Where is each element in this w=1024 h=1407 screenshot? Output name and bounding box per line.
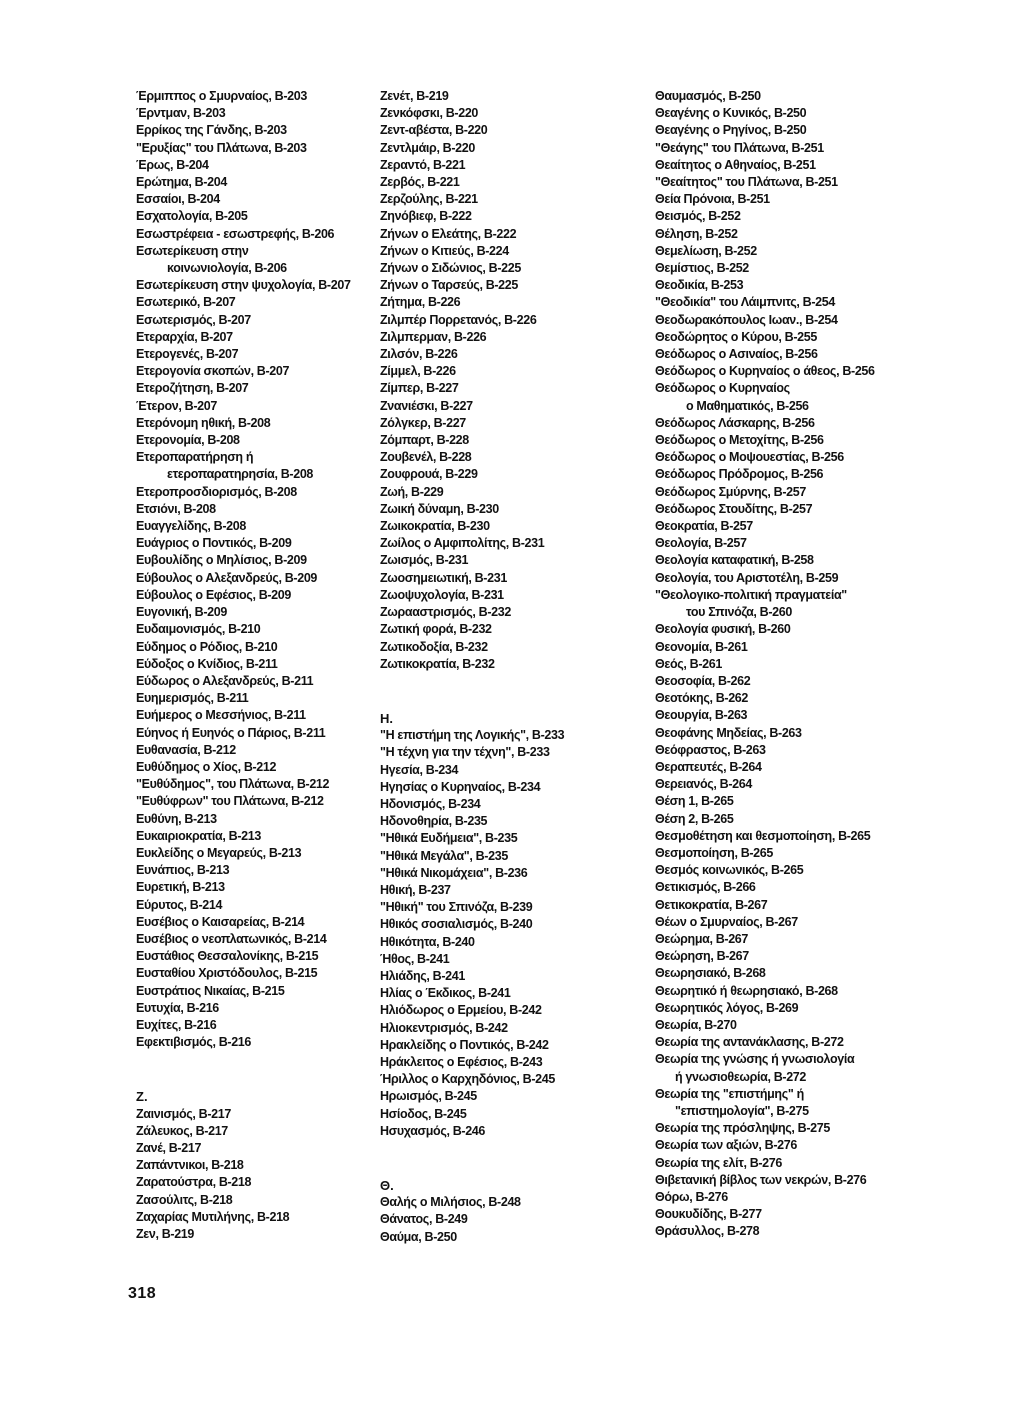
index-entry: Θεσμοποίηση, Β-265 [655,845,773,860]
section-gap [380,673,630,710]
index-entry: Ζάλευκος, Β-217 [136,1123,228,1138]
index-entry: Ήριλλος ο Καρχηδόνιος, Β-245 [380,1072,555,1087]
index-entry: "Ερυξίας" του Πλάτωνα, Β-203 [136,140,307,155]
index-entry: Έρντμαν, Β-203 [136,106,226,121]
index-entry: Εσωτερικό, Β-207 [136,295,236,310]
index-column-2 [380,88,630,1246]
index-entry: Ηγησίας ο Κυρηναίος, Β-234 [380,779,541,794]
index-entry: Ερώτημα, Β-204 [136,175,227,190]
index-entry: Ζωικοκρατία, Β-230 [380,519,490,534]
index-entry: Ζωική δύναμη, Β-230 [380,501,499,516]
index-entry: Ευχίτες, Β-216 [136,1017,217,1032]
index-entry: Θάνατος, Β-249 [380,1212,468,1227]
index-entry: Ζουβενέλ, Β-228 [380,450,472,465]
index-entry: "Ηθικά Μεγάλα", Β-235 [380,848,508,863]
index-entry: Ζνανιέσκι, Β-227 [380,398,473,413]
index-entry: Ζεραντό, Β-221 [380,157,466,172]
index-entry: Ζωοψυχολογία, Β-231 [380,587,504,602]
section-letter-heading: Η. [380,710,393,726]
index-entry: Ευτυχία, Β-216 [136,1000,219,1015]
index-entry: "Θεαίτητος" του Πλάτωνα, Β-251 [655,175,838,190]
index-entry: Ζήνων ο Ελεάτης, Β-222 [380,226,517,241]
index-entry: Ηράκλειτος ο Εφέσιος, Β-243 [380,1054,543,1069]
index-entry: Θεώρηση, Β-267 [655,949,749,964]
index-entry: Εσσαίοι, Β-204 [136,192,220,207]
index-entry: Εύηνος ή Ευηνός ο Πάριος, Β-211 [136,725,326,740]
index-entry: Έρως, Β-204 [136,157,209,172]
index-entry: Ευήμερος ο Μεσσήνιος, Β-211 [136,708,306,723]
index-entry: Ετερογενές, Β-207 [136,347,239,362]
index-entry: Θεωρία της "επιστήμης" ή [655,1086,804,1101]
index-entry: Θράσυλλος, Β-278 [655,1224,760,1239]
index-entry: Θεία Πρόνοια, Β-251 [655,192,770,207]
index-entry: Εσχατολογία, Β-205 [136,209,248,224]
index-entry: Θεόδωρος ο Μετοχίτης, Β-256 [655,433,824,448]
section-gap [136,1051,386,1088]
index-entry: Ετεροζήτηση, Β-207 [136,381,249,396]
index-entry: κοινωνιολογία, Β-206 [167,261,287,276]
index-entry: Ευδαιμονισμός, Β-210 [136,622,261,637]
index-entry: ετεροπαρατηρησία, Β-208 [167,467,314,482]
index-entry: Ζεν, Β-219 [136,1227,195,1241]
index-entry: Ζίμπερ, Β-227 [380,381,459,396]
index-entry: Ζήνων ο Ταρσεύς, Β-225 [380,278,518,293]
index-entry: Ζανέ, Β-217 [136,1140,202,1155]
index-entry: Ηδονισμός, Β-234 [380,796,481,811]
index-entry: "Θεολογικο-πολιτική πραγματεία" [655,587,847,602]
index-entry: "Ηθική" του Σπινόζα, Β-239 [380,900,533,915]
index-entry: ή γνωσιοθεωρία, Β-272 [675,1069,807,1084]
index-entry: Θεολογία, του Αριστοτέλη, Β-259 [655,570,839,585]
index-entry: Ευθύδημος ο Χίος, Β-212 [136,759,277,774]
index-entry: Ζιλμπερμαν, Β-226 [380,329,487,344]
index-entry: Ζαπάντνικοι, Β-218 [136,1158,244,1173]
index-entry: Θεωρησιακό, Β-268 [655,966,766,981]
index-entry: Θεός, Β-261 [655,656,722,671]
index-entry: Ζωτικοκρατία, Β-232 [380,656,495,671]
index-entry: Θεόδωρος Λάσκαρης, Β-256 [655,415,815,430]
index-entry: Ευημερισμός, Β-211 [136,691,249,706]
index-entry: Ζίμμελ, Β-226 [380,364,456,379]
index-entry: Θέση 2, Β-265 [655,811,734,826]
index-entry: Ευκλείδης ο Μεγαρεύς, Β-213 [136,845,302,860]
index-entry: Ζαινισμός, Β-217 [136,1106,231,1121]
index-entry: Ευαγγελίδης, Β-208 [136,519,246,534]
index-entry: "επιστημολογία", Β-275 [675,1103,809,1118]
index-entry: Θεωρία της αντανάκλασης, Β-272 [655,1035,844,1050]
index-entry: Ζόλγκερ, Β-227 [380,415,466,430]
index-entry: Θόρω, Β-276 [655,1190,728,1204]
index-entry: Ευρετική, Β-213 [136,880,225,895]
index-entry: Ευθανασία, Β-212 [136,742,236,757]
index-entry: Θουκυδίδης, Β-277 [655,1207,762,1222]
index-entry: Θέων ο Σμυρναίος, Β-267 [655,914,798,929]
index-entry: Ήθος, Β-241 [380,951,450,966]
index-entry: Ηρωισμός, Β-245 [380,1089,477,1104]
index-entry: Θέση 1, Β-265 [655,794,734,809]
index-entry: Ζωισμός, Β-231 [380,553,469,568]
index-entry: Ζεντλμάιρ, Β-220 [380,140,475,155]
index-entry: Θεόδωρος Σμύρνης, Β-257 [655,484,806,499]
index-entry: Θεμελίωση, Β-252 [655,243,757,258]
index-entry: Θεοφάνης Μηδείας, Β-263 [655,725,802,740]
index-entry: Θαυμασμός, Β-250 [655,89,761,103]
index-entry: Ετεροπροσδιορισμός, Β-208 [136,484,297,499]
index-entry: Ηθική, Β-237 [380,882,451,897]
index-entry: Θεόδωρος ο Μοψουεστίας, Β-256 [655,450,844,465]
index-entry: "Θεοδικία" του Λάιμπνιτς, Β-254 [655,295,835,310]
section-letter-heading: Θ. [380,1177,394,1193]
index-entry: Έρμιππος ο Σμυρναίος, Β-203 [136,89,307,103]
index-entry: Θεραπευτές, Β-264 [655,759,762,774]
index-entry: Ζερζούλης, Β-221 [380,192,478,207]
index-entry: Ζωρααστρισμός, Β-232 [380,605,511,620]
index-entry: Ετεραρχία, Β-207 [136,329,233,344]
index-entry: Ηλιοκεντρισμός, Β-242 [380,1020,508,1035]
index-entry: Θεωρία των αξιών, Β-276 [655,1138,797,1153]
index-entry: Ζουφρουά, Β-229 [380,467,478,482]
index-entry: Θεόδωρος ο Κυρηναίος ο άθεος, Β-256 [655,364,875,379]
index-entry: Θεολογία φυσική, Β-260 [655,622,791,637]
index-entry: Θεοκρατία, Β-257 [655,519,753,534]
index-entry: Ζιλμπέρ Πορρετανός, Β-226 [380,312,537,327]
index-entry: Θεμίστιος, Β-252 [655,261,749,276]
index-entry: Ευκαιριοκρατία, Β-213 [136,828,261,843]
index-entry: Θεοδικία, Β-253 [655,278,744,293]
index-entry: Ετερονομία, Β-208 [136,433,240,448]
index-entry: Εύρυτος, Β-214 [136,897,223,912]
index-entry: Ευάγριος ο Ποντικός, Β-209 [136,536,292,551]
index-entry: Θεωρία, Β-270 [655,1017,737,1032]
index-entry: Ζωτικοδοξία, Β-232 [380,639,488,654]
index-entry: Θεσμοθέτηση και θεσμοποίηση, Β-265 [655,828,871,843]
index-entry: Ζενκόφσκι, Β-220 [380,106,479,121]
index-entry: Ευσέβιος ο Καισαρείας, Β-214 [136,914,305,929]
index-entry: Ηγεσία, Β-234 [380,762,459,777]
index-entry: Θεαίτητος ο Αθηναίος, Β-251 [655,157,816,172]
index-entry: Ζόμπαρτ, Β-228 [380,433,469,448]
index-entry: Θεώρημα, Β-267 [655,931,749,946]
index-entry: Εσωτερίκευση στην [136,243,249,258]
index-entry: Ευσταθίου Χριστόδουλος, Β-215 [136,966,318,981]
index-entry: Θεοτόκης, Β-262 [655,691,749,706]
index-entry: Θεόδωρος ο Κυρηναίος [655,381,790,396]
index-entry: Ζωίλος ο Αμφιπολίτης, Β-231 [380,536,545,551]
index-entry: Ηλίας ο Έκδικος, Β-241 [380,986,511,1001]
index-entry: του Σπινόζα, Β-260 [686,605,792,620]
index-entry: Ζενέτ, Β-219 [380,89,449,103]
index-entry: Ζαρατούστρα, Β-218 [136,1175,252,1190]
index-entry: Θεόφραστος, Β-263 [655,742,766,757]
index-entry: Θεωρία της ελίτ, Β-276 [655,1155,782,1170]
page-number: 318 [128,1285,157,1302]
index-entry: Θεωρία της πρόσληψης, Β-275 [655,1121,830,1136]
index-entry: Ευστάθιος Θεσσαλονίκης, Β-215 [136,949,319,964]
index-entry: Ευστράτιος Νικαίας, Β-215 [136,983,285,998]
index-entry: Θεουργία, Β-263 [655,708,748,723]
index-entry: Ηλιάδης, Β-241 [380,968,465,983]
index-entry: Ησίοδος, Β-245 [380,1106,467,1121]
index-entry: Θεοδωρακόπουλος Ιωαν., Β-254 [655,312,838,327]
section-gap [380,1140,630,1177]
index-entry: Θεαγένης ο Κυνικός, Β-250 [655,106,807,121]
index-entry: Εύβουλος ο Εφέσιος, Β-209 [136,587,291,602]
index-entry: ο Μαθηματικός, Β-256 [686,398,809,413]
index-column-3 [655,88,995,1241]
index-entry: "Ευθύδημος", του Πλάτωνα, Β-212 [136,777,330,792]
index-entry: Ευβουλίδης ο Μηλίσιος, Β-209 [136,553,307,568]
index-entry: Εύδοξος ο Κνίδιος, Β-211 [136,656,278,671]
index-entry: Θεολογία καταφατική, Β-258 [655,553,814,568]
index-entry: "Η επιστήμη της Λογικής", Β-233 [380,728,565,743]
index-entry: Ετερογονία σκοπών, Β-207 [136,364,290,379]
index-entry: Θεωρητικό ή θεωρησιακό, Β-268 [655,983,838,998]
index-entry: Εσωτερίκευση στην ψυχολογία, Β-207 [136,278,351,293]
index-entry: Ετσιόνι, Β-208 [136,501,216,516]
index-entry: Ησυχασμός, Β-246 [380,1123,486,1138]
index-entry: Θεόδωρος ο Ασιναίος, Β-256 [655,347,818,362]
index-entry: "Ηθικά Νικομάχεια", Β-236 [380,865,528,880]
index-entry: Θεόδωρος Στουδίτης, Β-257 [655,501,813,516]
index-entry: Θεοσοφία, Β-262 [655,673,751,688]
index-entry: "Ηθικά Ευδήμεια", Β-235 [380,831,518,846]
index-entry: Θετικισμός, Β-266 [655,880,756,895]
index-entry: Ζηνόβιεφ, Β-222 [380,209,472,224]
index-entry: Ζασούλιτς, Β-218 [136,1192,233,1207]
index-entry: Ζιλσόν, Β-226 [380,347,458,362]
index-entry: Ζαχαρίας Μυτιλήνης, Β-218 [136,1209,290,1224]
index-entry: "Ευθύφρων" του Πλάτωνα, Β-212 [136,794,324,809]
index-entry: Ετεροπαρατήρηση ή [136,450,254,465]
index-entry: Θεονομία, Β-261 [655,639,748,654]
index-entry: Εσωστρέφεια - εσωστρεφής, Β-206 [136,226,335,241]
index-column-1 [136,88,386,1243]
index-entry: Ηθικότητα, Β-240 [380,934,475,949]
index-entry: Ετερόνομη ηθική, Β-208 [136,415,271,430]
index-entry: Θιβετανική βίβλος των νεκρών, Β-276 [655,1172,867,1187]
index-entry: Θεωρητικός λόγος, Β-269 [655,1000,799,1015]
index-entry: Θέληση, Β-252 [655,226,738,241]
index-entry: Θαλής ο Μιλήσιος, Β-248 [380,1195,521,1210]
index-entry: Ευθύνη, Β-213 [136,811,217,826]
index-entry: Ηδονοθηρία, Β-235 [380,814,488,829]
index-entry: Ηθικός σοσιαλισμός, Β-240 [380,917,533,932]
index-entry: Ερρίκος της Γάνδης, Β-203 [136,123,287,138]
index-entry: Ευνάπιος, Β-213 [136,863,230,878]
index-entry: Ηρακλείδης ο Ποντικός, Β-242 [380,1037,549,1052]
index-entry: Θεολογία, Β-257 [655,536,747,551]
index-entry: Θεισμός, Β-252 [655,209,741,224]
index-entry: Ζεντ-αβέστα, Β-220 [380,123,488,138]
index-entry: Ζήνων ο Σιδώνιος, Β-225 [380,261,521,276]
index-entry: Ζήτημα, Β-226 [380,295,461,310]
index-entry: Ζερβός, Β-221 [380,175,460,190]
index-entry: Θεσμός κοινωνικός, Β-265 [655,863,804,878]
index-entry: Ευσέβιος ο νεοπλατωνικός, Β-214 [136,931,327,946]
index-entry: Θεοδώρητος ο Κύρου, Β-255 [655,329,817,344]
index-entry: Εφεκτιβισμός, Β-216 [136,1035,252,1050]
index-entry: Ζωοσημειωτική, Β-231 [380,570,507,585]
index-entry: Θετικοκρατία, Β-267 [655,897,768,912]
index-entry: Θερειανός, Β-264 [655,777,752,792]
index-entry: "Η τέχνη για την τέχνη", Β-233 [380,745,550,760]
index-entry: Θεόδωρος Πρόδρομος, Β-256 [655,467,824,482]
index-entry: Θαύμα, Β-250 [380,1229,457,1244]
index-entry: Ηλιόδωρος ο Ερμείου, Β-242 [380,1003,542,1018]
index-entry: Ζωτική φορά, Β-232 [380,622,492,637]
index-entry: Εύδημος ο Ρόδιος, Β-210 [136,639,278,654]
index-entry: Εσωτερισμός, Β-207 [136,312,251,327]
section-letter-heading: Ζ. [136,1089,148,1105]
index-entry: Εύδωρος ο Αλεξανδρεύς, Β-211 [136,673,314,688]
index-entry: Θεαγένης ο Ρηγίνος, Β-250 [655,123,807,138]
index-entry: Ζήνων ο Κιτιεύς, Β-224 [380,243,509,258]
index-entry: Εύβουλος ο Αλεξανδρεύς, Β-209 [136,570,318,585]
index-entry: Θεωρία της γνώσης ή γνωσιολογία [655,1052,855,1067]
index-entry: Ευγονική, Β-209 [136,605,227,620]
index-entry: Ζωή, Β-229 [380,484,444,499]
index-entry: Έτερον, Β-207 [136,398,217,413]
index-entry: "Θεάγης" του Πλάτωνα, Β-251 [655,140,824,155]
